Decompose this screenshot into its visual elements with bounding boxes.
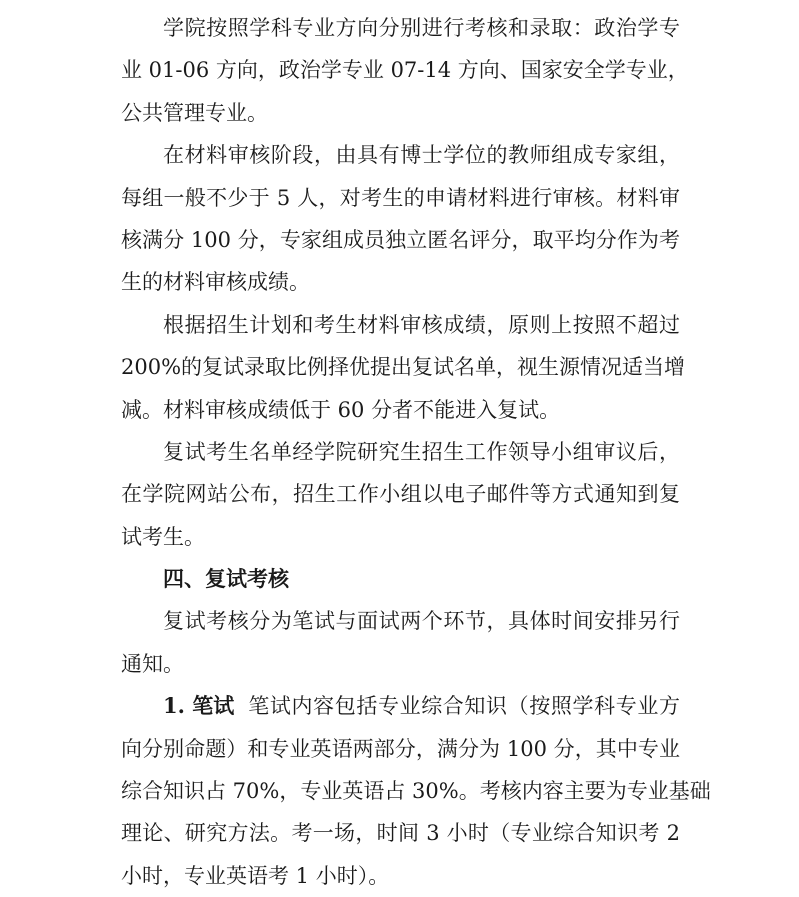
text-span: 笔试内容包括专业综合知识（按照学科专业方 [248,694,680,719]
paragraph-retest-list [121,431,680,558]
text-line: 小时，专业英语考 1 小时）。 [121,863,390,888]
text-line: 复试考生名单经学院研究生招生工作领导小组审议后， [163,439,680,464]
written-exam-label: 1. 笔试 [163,693,235,719]
text-line: 生的材料审核成绩。 [121,270,310,295]
paragraph-admission-directions [121,7,689,134]
text-line: 每组一般不少于 5 人，对考生的申请材料进行审核。材料审 [121,185,680,210]
paragraph-material-review [121,134,680,304]
text-line: 在材料审核阶段，由具有博士学位的教师组成专家组， [163,143,680,168]
text-line: 业 01-06 方向，政治学专业 07-14 方向、国家安全学专业， [121,58,689,83]
text-line: 试考生。 [121,524,205,549]
text-line: 学院按照学科专业方向分别进行考核和录取：政治学专 [163,16,680,40]
text-line: 核满分 100 分，专家组成员独立匿名评分，取平均分作为考 [121,227,680,252]
text-line: 向分别命题）和专业英语两部分，满分为 100 分，其中专业 [121,736,680,761]
text-line: 公共管理专业。 [121,100,268,125]
text-line: 减。材料审核成绩低于 60 分者不能进入复试。 [121,397,561,422]
text-line: 200%的复试录取比例择优提出复试名单，视生源情况适当增 [121,355,686,380]
text-line [121,685,680,727]
text-line: 复试考核分为笔试与面试两个环节，具体时间安排另行 [163,609,680,634]
paragraph-retest-ratio [121,304,686,431]
text-line: 根据招生计划和考生材料审核成绩，原则上按照不超过 [163,312,680,337]
text-line: 综合知识占 70%，专业英语占 30%。考核内容主要为专业基础 [121,779,711,804]
section-heading: 四、复试考核 [163,566,289,592]
text-line: 在学院网站公布，招生工作小组以电子邮件等方式通知到复 [121,482,680,507]
paragraph-written-exam [121,685,711,897]
text-line: 通知。 [121,651,184,676]
document-page [121,7,711,897]
paragraph-retest-overview [121,600,680,685]
text-line: 理论、研究方法。考一场，时间 3 小时（专业综合知识考 2 [121,821,680,846]
